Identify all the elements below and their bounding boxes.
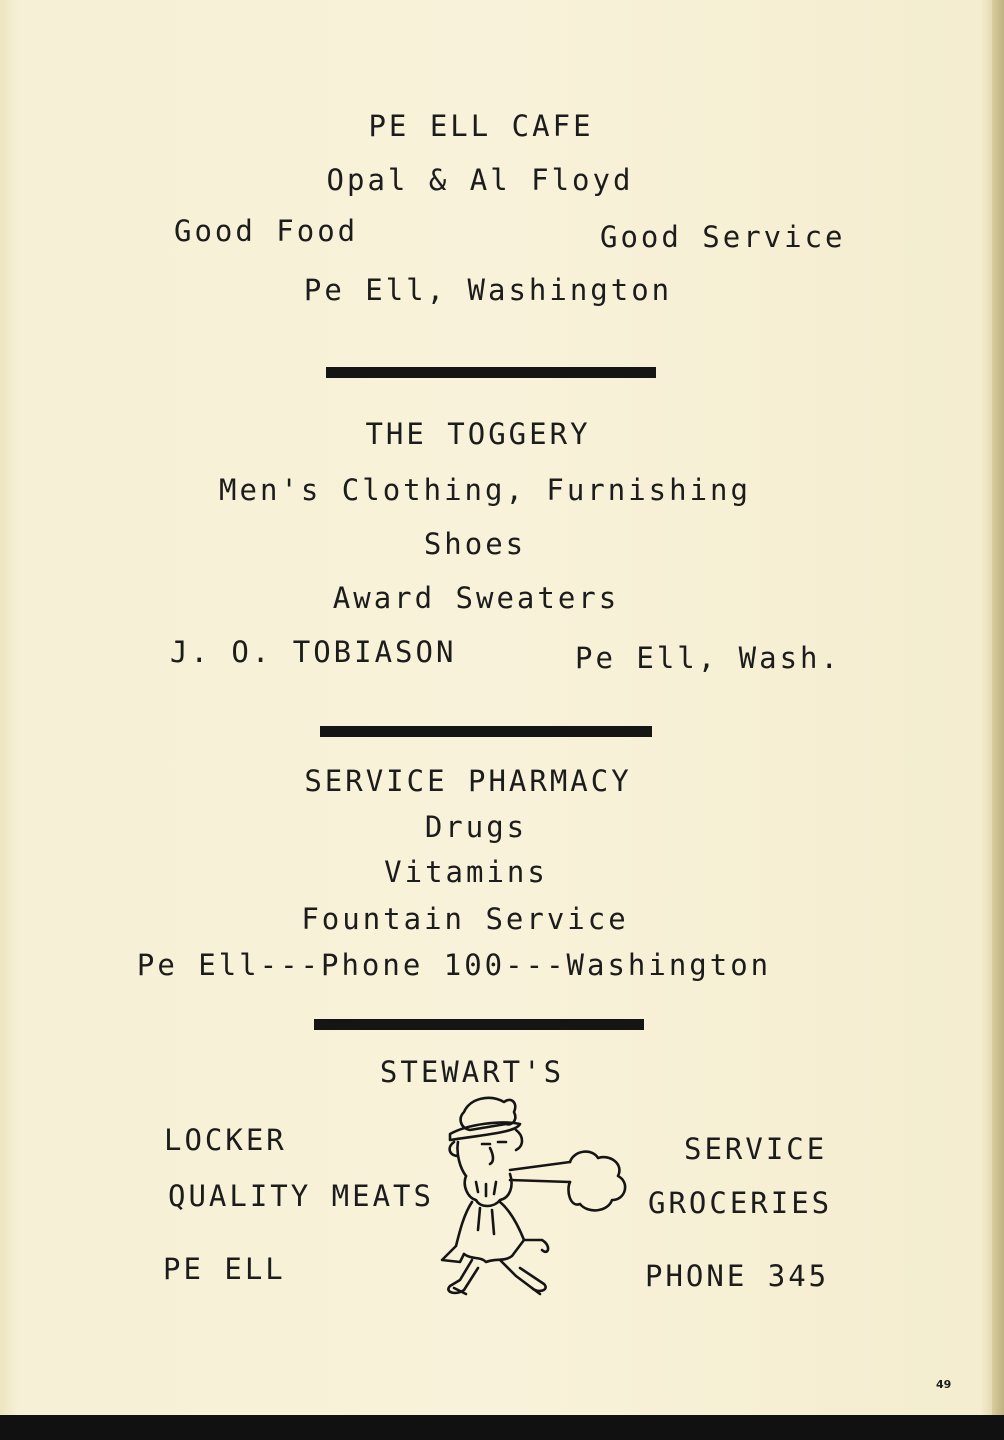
stewarts-name: STEWART'S xyxy=(379,1055,565,1089)
pharmacy-line1: Drugs xyxy=(424,810,528,844)
stewarts-left-3: PE ELL xyxy=(163,1252,286,1286)
cafe-owners: Opal & Al Floyd xyxy=(326,163,634,197)
toggery-name: THE TOGGERY xyxy=(365,417,591,451)
toggery-location: Pe Ell, Wash. xyxy=(575,641,841,675)
toggery-line1: Men's Clothing, Furnishing xyxy=(219,473,751,507)
cafe-location: Pe Ell, Washington xyxy=(303,273,673,307)
cafe-slogan-left: Good Food xyxy=(174,214,359,248)
whistling-hobo-icon xyxy=(420,1090,640,1305)
stewarts-right-2: GROCERIES xyxy=(648,1186,833,1220)
pharmacy-line3: Fountain Service xyxy=(301,902,629,936)
cafe-slogan-right: Good Service xyxy=(600,220,846,254)
scan-border xyxy=(0,1415,1004,1440)
page-number: 49 xyxy=(936,1378,952,1391)
pharmacy-name: SERVICE PHARMACY xyxy=(304,764,632,798)
stewarts-left-1: LOCKER xyxy=(164,1123,287,1157)
stewarts-right-1: SERVICE xyxy=(684,1132,828,1166)
page-edge xyxy=(992,0,1004,1415)
pharmacy-line2: Vitamins xyxy=(384,855,548,889)
cafe-name: PE ELL CAFE xyxy=(368,109,594,143)
divider-2 xyxy=(320,726,652,737)
toggery-line2: Shoes xyxy=(423,527,527,561)
divider-3 xyxy=(314,1019,644,1030)
toggery-owner: J. O. TOBIASON xyxy=(170,635,457,669)
stewarts-left-2: QUALITY MEATS xyxy=(168,1179,434,1213)
divider-1 xyxy=(326,367,656,378)
stewarts-right-3: PHONE 345 xyxy=(645,1259,830,1293)
toggery-line3: Award Sweaters xyxy=(332,581,620,615)
pharmacy-contact: Pe Ell---Phone 100---Washington xyxy=(136,948,772,982)
